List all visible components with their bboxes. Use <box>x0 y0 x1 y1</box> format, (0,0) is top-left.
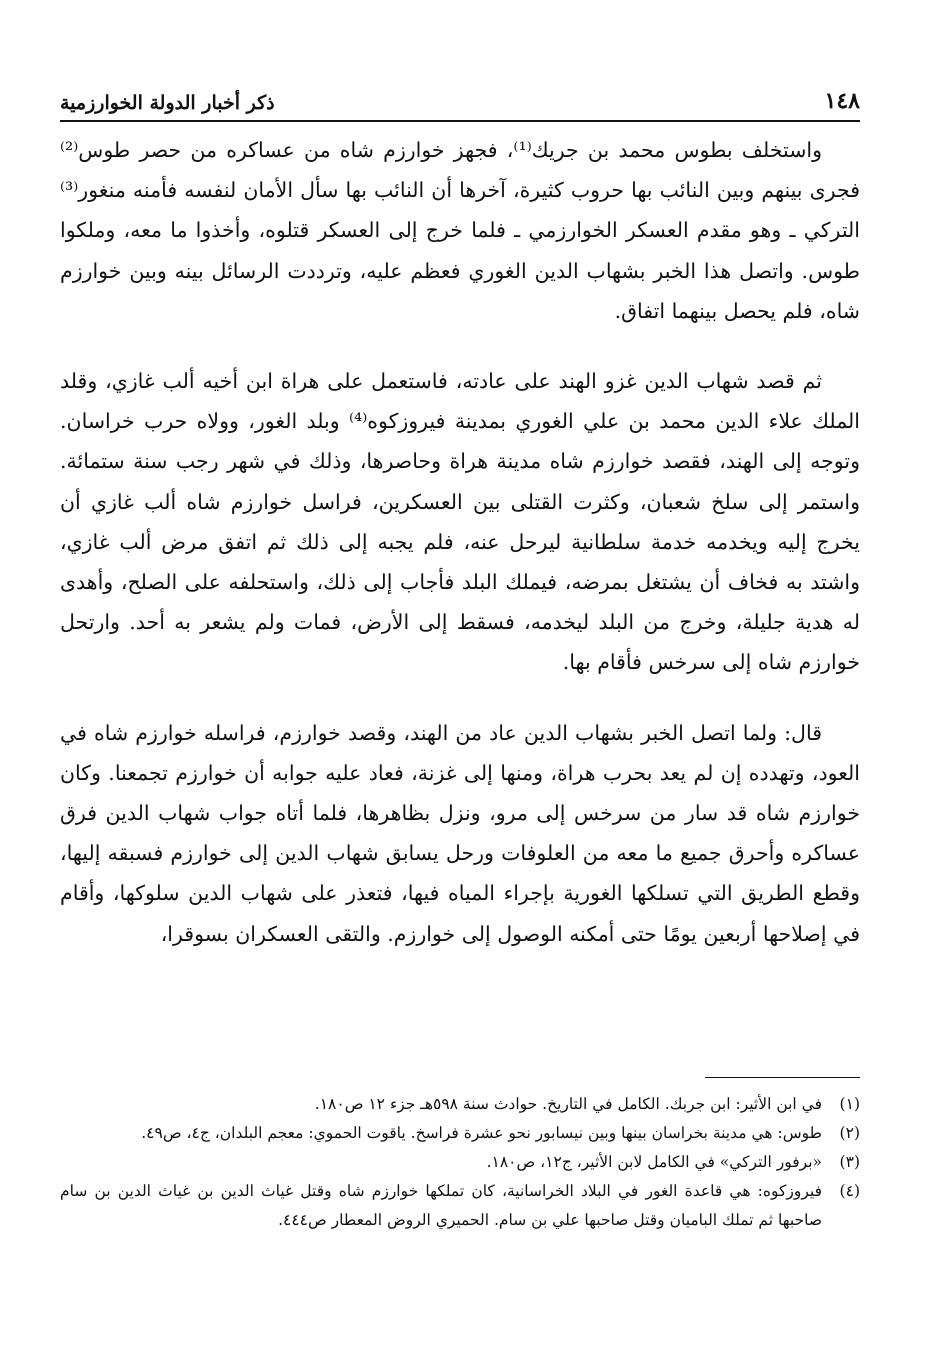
running-title: ذكر أخبار الدولة الخوارزمية <box>60 92 275 114</box>
paragraph: واستخلف بطوس محمد بن جريك⁽¹⁾، فجهز خوارزم شاه من عساكره من حصر طوس⁽²⁾ فجرى بينهم وبين النائب بها حروب كثيرة، آخرها أن النائب بها سأل الأمان لنفسه فأمنه منغور⁽³⁾ التركي ـ وهو مقدم العسكر الخوارزمي ـ فلما خرج إلى العسكر قتلوه، وأخذوا ما معه، وملكوا طوس. واتصل هذا الخبر بشهاب الدين الغوري فعظم عليه، وترددت الرسائل بينه وبين خوارزم شاه، فلم يحصل بينهما اتفاق. <box>60 138 860 323</box>
page-number: ١٤٨ <box>824 88 860 114</box>
paragraph: قال: ولما اتصل الخبر بشهاب الدين عاد من الهند، وقصد خوارزم، فراسله خوارزم شاه في العود، وتهدده إن لم يعد بحرب هراة، ومنها إلى غزنة، فعاد عليه جوابه أن خوارزم تجمعنا. وكان خوارزم شاه قد سار من سرخس إلى مرو، ونزل بظاهرها، فلما أتاه جواب شهاب الدين فرق عساكره وأحرق جميع ما معه من العلوفات ورحل يسابق شهاب الدين إلى خوارزم فسبقه إليها، وقطع الطريق التي تسلكها الغورية بإجراء المياه فيها، فتعذر على شهاب الدين سلوكها، وأقام في إصلاحها أربعين يومًا حتى أمكنه الوصول إلى خوارزم. والتقى العسكران بسوقرا، <box>60 720 860 946</box>
footnote-text: «برفور التركي» في الكامل لابن الأثير، ج١٢، ص١٨٠. <box>486 1153 822 1171</box>
footnote <box>60 1119 860 1148</box>
page-header <box>60 70 860 122</box>
footnote-text: فيروزكوه: هي قاعدة الغور في البلاد الخراسانية، كان تملكها خوارزم شاه وقتل غياث الدين بن غياث الدين بن سام صاحبها ثم تملك الباميان وقتل صاحبها علي بن سام. الحميري الروض المعطار ص٤٤٤. <box>60 1182 822 1229</box>
footnotes <box>60 1090 860 1235</box>
paragraph: ثم قصد شهاب الدين غزو الهند على عادته، فاستعمل على هراة ابن أخيه ألب غازي، وقلد الملك علاء الدين محمد بن علي الغوري بمدينة فيروزكوه⁽⁴⁾ وبلد الغور، وولاه حرب خراسان. وتوجه إلى الهند، فقصد خوارزم شاه مدينة هراة وحاصرها، وذلك في شهر رجب سنة ستمائة. واستمر إلى سلخ شعبان، وكثرت القتلى بين العسكرين، فراسل خوارزم شاه ألب غازي أن يخرج إليه ويخدمه خدمة سلطانية ليرحل عنه، فلم يجبه إلى ذلك ثم اتفق مرض ألب غازي، واشتد به فخاف أن يشتغل بمرضه، فيملك البلد فأجاب إلى ذلك، واستحلفه على الصلح، وأهدى له هدية جليلة، وخرج من البلد ليخدمه، فسقط إلى الأرض، فمات ولم يشعر به أحد. وارتحل خوارزم شاه إلى سرخس فأقام بها. <box>60 369 860 675</box>
footnote <box>60 1090 860 1119</box>
footnote <box>60 1148 860 1177</box>
footnote-text: في ابن الأثير: ابن جربك. الكامل في التاريخ. حوادث سنة ٥٩٨هـ جزء ١٢ ص١٨٠. <box>314 1095 822 1113</box>
footnote-text: طوس: هي مدينة بخراسان بينها وبين نيسابور نحو عشرة فراسخ. ياقوت الحموي: معجم البلدان، ج٤، ص٤٩. <box>141 1124 822 1142</box>
footnote-number: (٣) <box>839 1153 860 1171</box>
footnote-number: (٤) <box>839 1182 860 1200</box>
footnote-number: (٢) <box>839 1124 860 1142</box>
footnote <box>60 1177 860 1235</box>
footnote-divider <box>705 1077 860 1078</box>
main-text <box>60 130 860 984</box>
book-page <box>60 70 860 1330</box>
footnote-number: (١) <box>839 1095 860 1113</box>
